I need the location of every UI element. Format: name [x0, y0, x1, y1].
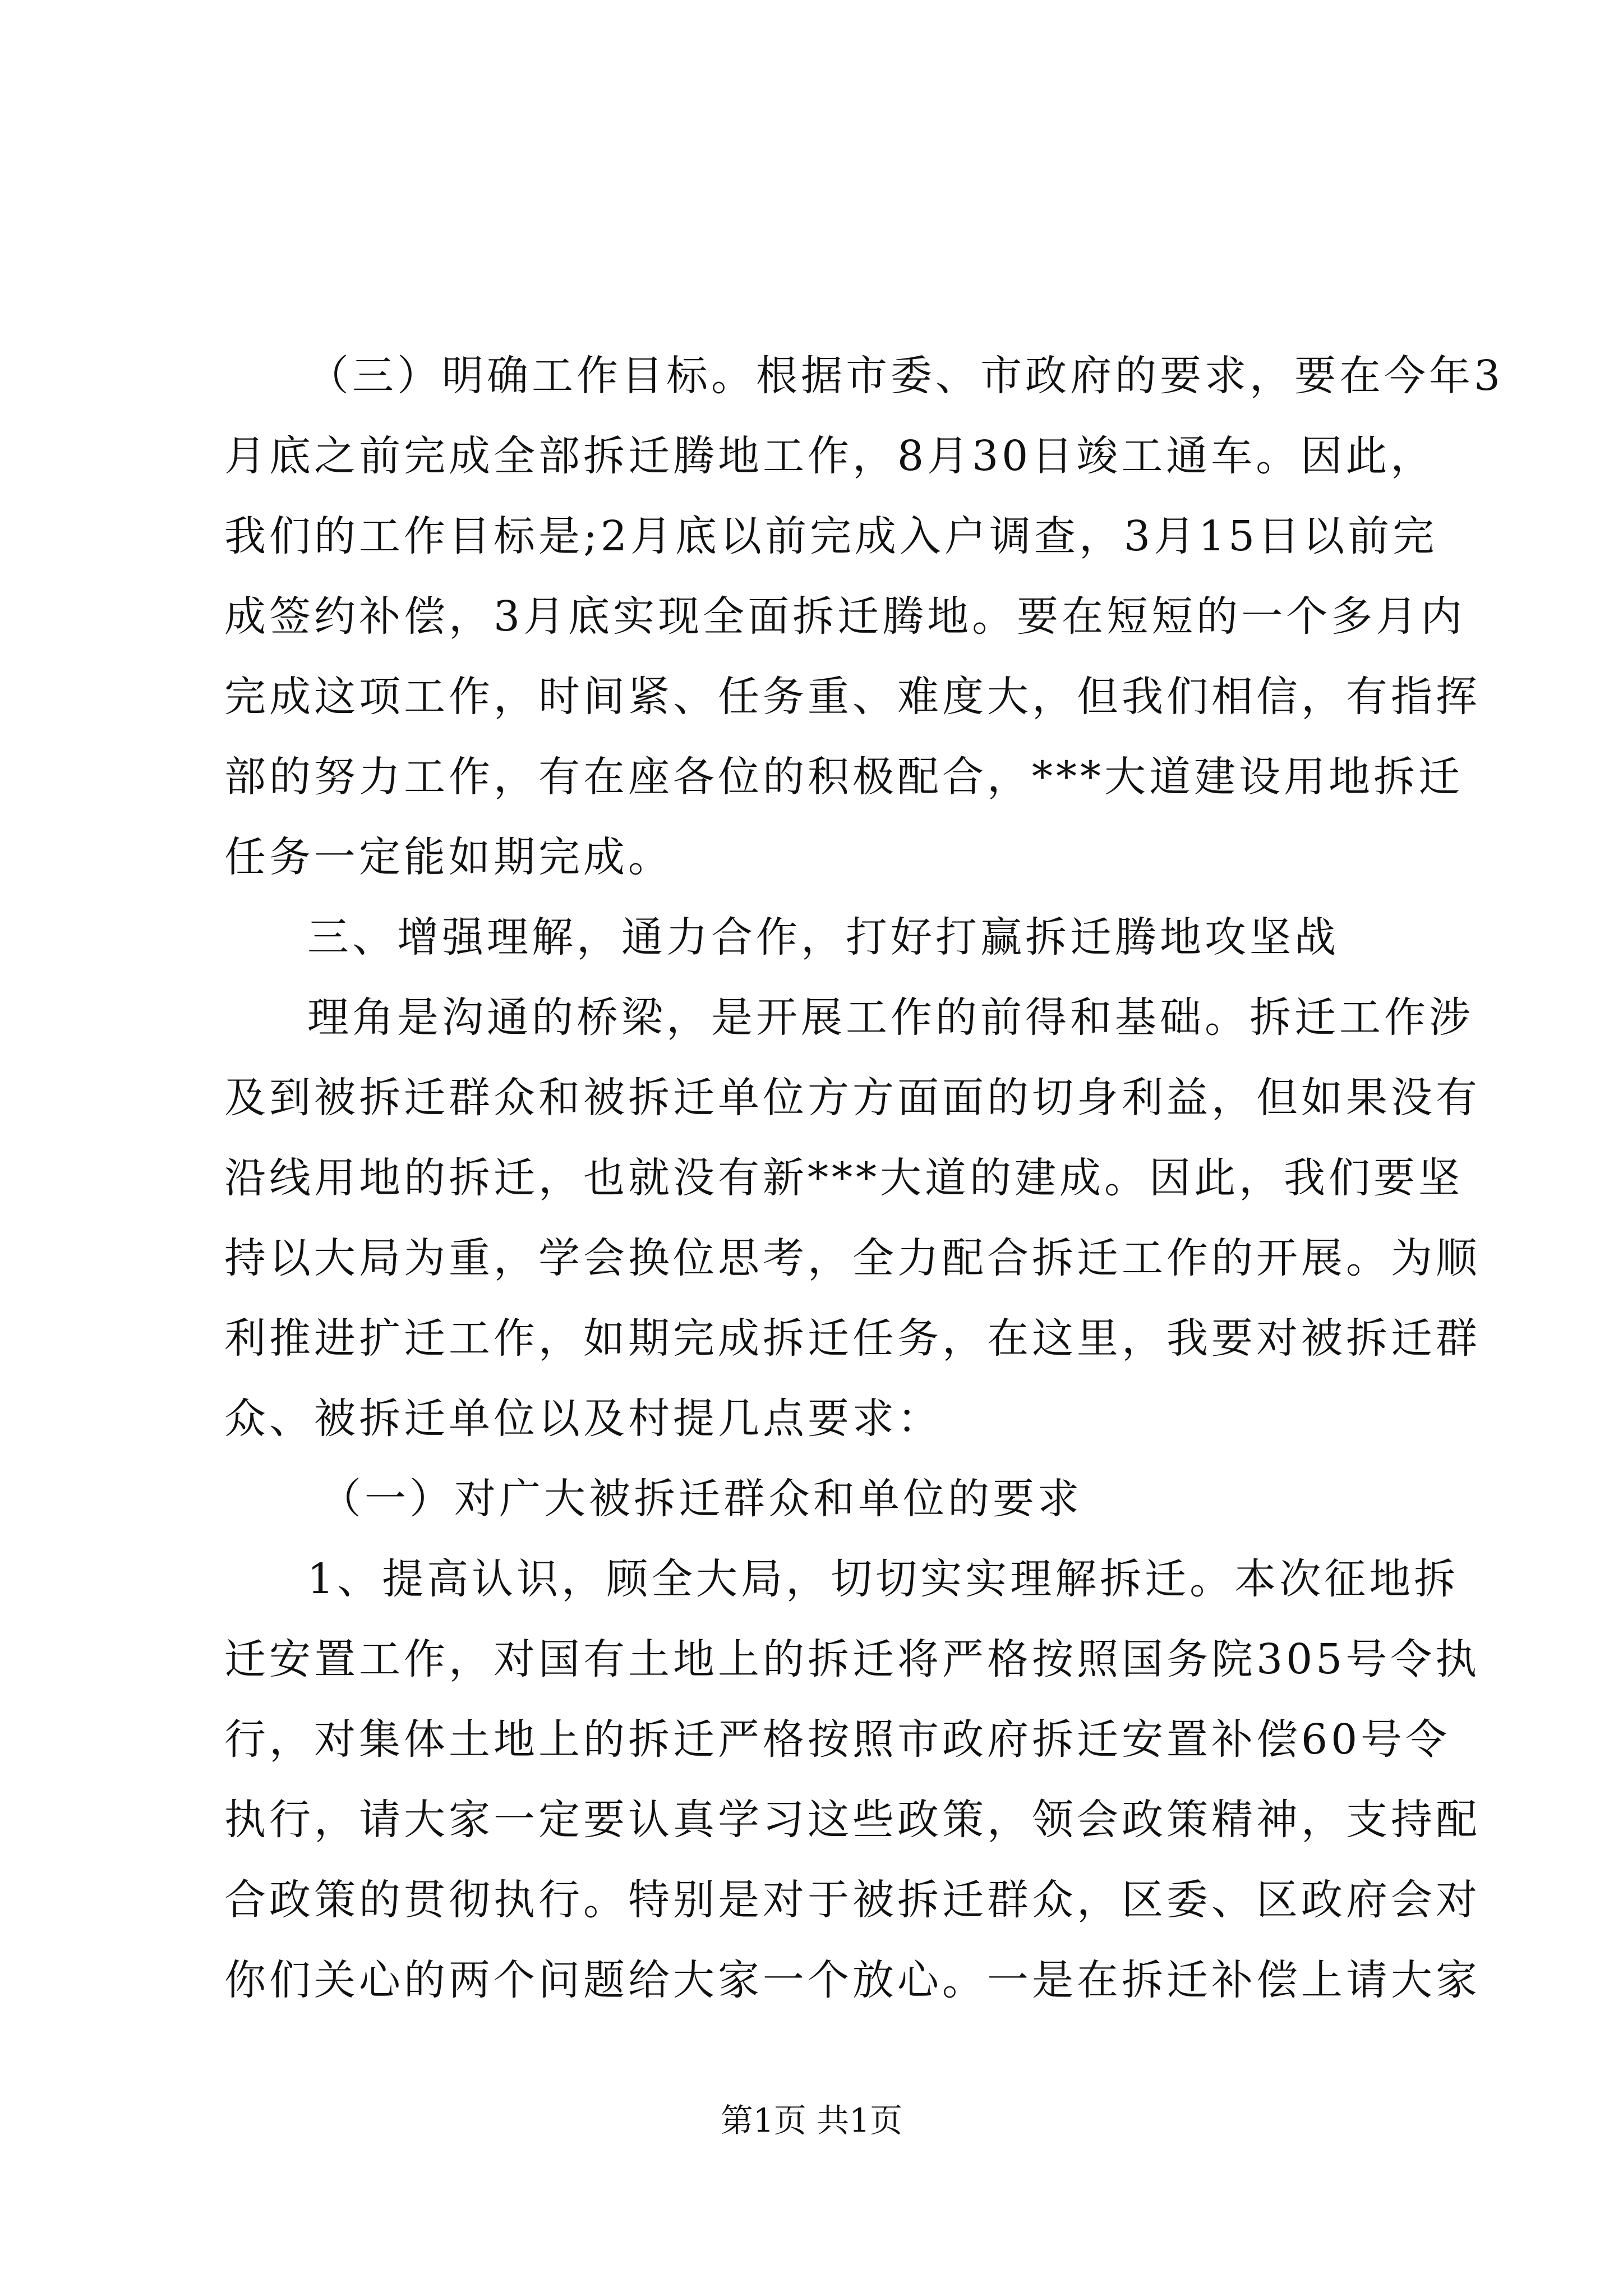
text-line: 迁安置工作，对国有土地上的拆迁将严格按照国务院305号令执	[224, 1635, 1481, 1683]
text-line: 理角是沟通的桥梁，是开展工作的前得和基础。拆迁工作涉	[307, 993, 1474, 1042]
text-line: 利推进扩迁工作，如期完成拆迁任务，在这里，我要对被拆迁群	[224, 1314, 1481, 1363]
text-line: 部的努力工作，有在座各位的积极配合，***大道建设用地拆迁	[224, 753, 1463, 801]
text-line: 1、提高认识，顾全大局，切切实实理解拆迁。本次征地拆	[307, 1555, 1459, 1603]
text-line: 任务一定能如期完成。	[224, 833, 673, 881]
text-line: 持以大局为重，学会换位思考，全力配合拆迁工作的开展。为顺	[224, 1234, 1481, 1282]
subsection-heading: （一）对广大被拆迁群众和单位的要求	[320, 1475, 1082, 1523]
text-line: 我们的工作目标是;2月底以前完成入户调查，3月15日以前完	[224, 512, 1438, 560]
page-number-footer: 第1页 共1页	[720, 2101, 903, 2139]
text-line: 月底之前完成全部拆迁腾地工作，8月30日竣工通车。因此，	[224, 432, 1436, 480]
text-line: 你们关心的两个问题给大家一个放心。一是在拆迁补偿上请大家	[224, 1956, 1481, 2004]
text-line: 执行，请大家一定要认真学习这些政策，领会政策精神，支持配	[224, 1796, 1481, 1844]
text-line: 沿线用地的拆迁，也就没有新***大道的建成。因此，我们要坚	[224, 1154, 1463, 1202]
text-line: 完成这项工作，时间紧、任务重、难度大，但我们相信，有指挥	[224, 673, 1481, 721]
text-line: 众、被拆迁单位以及村提几点要求：	[224, 1395, 942, 1443]
text-line: 行，对集体土地上的拆迁严格按照市政府拆迁安置补偿60号令	[224, 1715, 1451, 1764]
section-heading: 三、增强理解，通力合作，打好打赢拆迁腾地攻坚战	[307, 913, 1339, 961]
text-line: 及到被拆迁群众和被拆迁单位方方面面的切身利益，但如果没有	[224, 1074, 1481, 1122]
text-line: 成签约补偿，3月底实现全面拆迁腾地。要在短短的一个多月内	[224, 592, 1466, 641]
text-line: 合政策的贯彻执行。特别是对于被拆迁群众，区委、区政府会对	[224, 1876, 1481, 1924]
text-line: （三）明确工作目标。根据市委、市政府的要求，要在今年3	[307, 352, 1504, 400]
